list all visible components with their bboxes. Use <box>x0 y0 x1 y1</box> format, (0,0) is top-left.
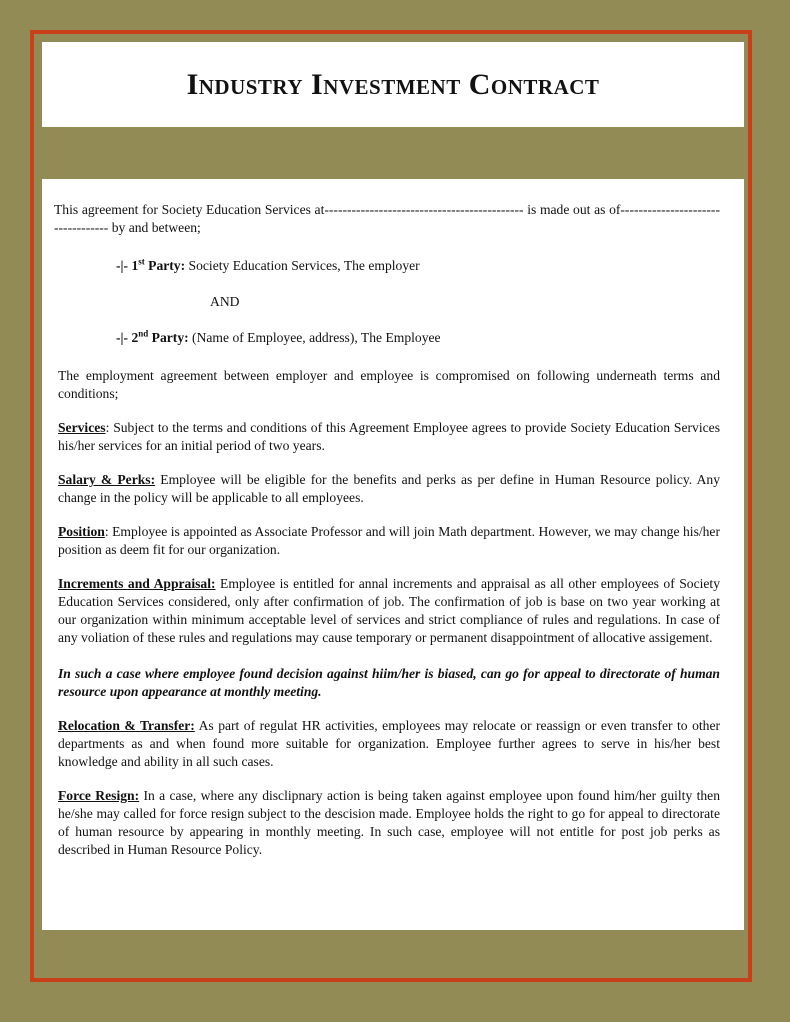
section-text: Employee is entitled for annal increments and appraisal as all other employees of Society Education Services considered, only after confirmation of job. The confirmation of job is base on two year working at our organization within minimum acceptable level of services and strict compliance of rules and regulations. In case of any voliation of these rules and regulations may cause temporary or permanent disappointment of allocative assigement. <box>58 576 721 645</box>
section-position <box>54 523 720 559</box>
section-force-resign <box>54 787 720 859</box>
second-party-prefix: -|- 2 <box>116 330 139 345</box>
preamble-paragraph: The employment agreement between employer and employee is compromised on following underneath terms and conditions; <box>58 368 720 401</box>
contract-body <box>42 179 744 930</box>
first-party-text: Society Education Services, The employer <box>185 258 420 273</box>
section-salary-perks <box>54 471 720 507</box>
section-heading: Salary & Perks: <box>58 472 156 487</box>
section-increments-appraisal <box>54 575 720 647</box>
first-party-prefix: -|- 1 <box>116 258 139 273</box>
second-party-sup: nd <box>138 328 149 339</box>
section-text: Subject to the terms and conditions of this Agreement Employee agrees to provide Society Education Services his/her services for an initial period of two years. <box>58 420 720 453</box>
second-party-line <box>54 329 720 347</box>
second-party-label: Party: <box>148 330 189 345</box>
section-heading: Position <box>58 524 105 539</box>
section-sep: : <box>104 524 113 539</box>
section-heading: Increments and Appraisal: <box>58 576 216 591</box>
title-banner <box>42 42 744 127</box>
section-heading: Services <box>58 420 106 435</box>
section-text: Employee is appointed as Associate Professor and will join Math department. However, we may change his/her position as deem fit for our organization. <box>58 524 720 557</box>
section-text: As part of regulat HR activities, employees may relocate or reassign or even transfer to other departments as and when found more suitable for organization. Employee further agrees to serve in his/her best knowledge and ability in all such cases. <box>58 718 721 769</box>
appeal-note: In such a case where employee found decision against hiim/her is biased, can go for appeal to directorate of human resource upon appearance at monthly meeting. <box>58 666 720 699</box>
first-party-label: Party: <box>144 258 186 273</box>
and-separator: AND <box>210 294 240 309</box>
section-text: In a case, where any disclipnary action is being taken against employee upon found him/her guilty then he/she may called for force resign subject to the descision made. Employee holds the right to go for appeal to directorate of human resource by appearing in monthly meeting. In such case, employee will not entitle for post job perks as described in Human Resource Policy. <box>58 788 720 857</box>
section-heading: Relocation & Transfer: <box>58 718 195 733</box>
intro-paragraph: This agreement for Society Education Services at-------------------------------------------- is made out as of---------------------------------- by and between; <box>54 202 720 235</box>
section-relocation-transfer <box>54 717 720 771</box>
section-heading: Force Resign: <box>58 788 140 803</box>
first-party-line <box>54 257 720 275</box>
section-text: Employee will be eligible for the benefits and perks as per define in Human Resource policy. Any change in the policy will be applicable to all employees. <box>58 472 720 505</box>
second-party-text: (Name of Employee, address), The Employee <box>188 330 441 345</box>
first-party-sup: st <box>138 256 145 267</box>
section-services <box>54 419 720 455</box>
section-sep: : <box>105 420 114 435</box>
document-title: Industry Investment Contract <box>186 67 600 101</box>
